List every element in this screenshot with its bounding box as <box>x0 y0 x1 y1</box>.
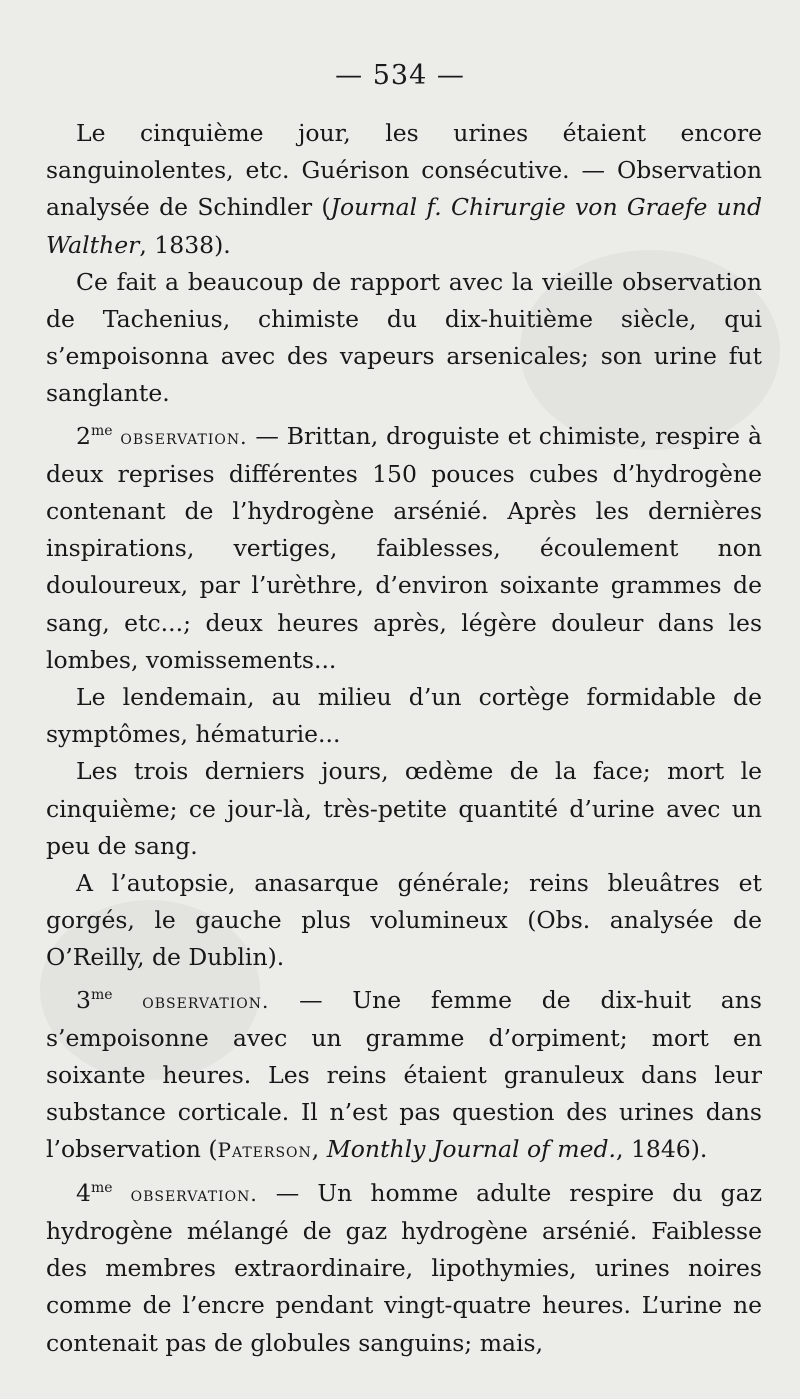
body-text <box>46 115 762 1362</box>
author-name: Paterson <box>217 1138 312 1163</box>
paragraph <box>46 753 762 865</box>
paragraph <box>46 264 762 413</box>
observation-paragraph <box>46 413 762 679</box>
paragraph-text: — Brittan, droguiste et chimiste, respire à deux reprises différentes 150 pouces cubes d’hydrogène contenant de l’hydrogène arsénié. Après les dernières inspirations, vertiges, faiblesses, écoulement non douloureux, par l’urèthre, d’environ soixante grammes de sang, etc...; deux heures après, légère douleur dans les lombes, vomissements... <box>46 421 762 674</box>
observation-label: observation. <box>120 424 248 449</box>
paragraph <box>46 115 762 264</box>
paragraph-text: , <box>311 1135 327 1164</box>
observation-number: $3^{me}$ <box>76 985 113 1014</box>
observation-paragraph <box>46 977 762 1170</box>
paragraph-text: , 1846). <box>616 1135 708 1164</box>
paragraph-text: A l’autopsie, anasarque générale; reins bleuâtres et gorgés, le gauche plus volumineux (Obs. analysée de O’Reilly, de Dublin). <box>46 869 762 972</box>
paragraph-text: — Un homme adulte respire du gaz hydrogène mélangé de gaz hydrogène arsénié. Faiblesse des membres extraordinaire, lipothymies, urines noires comme de l’encre pendant vingt-quatre heures. L’urine ne contenait pas de globules sanguins; mais, <box>46 1178 762 1357</box>
paragraph-text: , 1838). <box>139 230 231 259</box>
paragraph-text: Ce fait a beaucoup de rapport avec la vieille observation de Tachenius, chimiste du dix-huitième siècle, qui s’empoisonna avec des vapeurs arsenicales; son urine fut sanglante. <box>46 267 762 408</box>
journal-citation: Journal f. Chirurgie von Graefe und Walther <box>46 193 762 259</box>
paragraph <box>46 865 762 977</box>
paragraph <box>46 679 762 753</box>
observation-paragraph <box>46 1170 762 1362</box>
observation-number: $4^{me}$ <box>76 1178 113 1207</box>
paragraph-text: Les trois derniers jours, œdème de la face; mort le cinquième; ce jour-là, très-petite quantité d’urine avec un peu de sang. <box>46 757 762 860</box>
observation-number: $2^{me}$ <box>76 421 113 450</box>
observation-label: observation. <box>142 988 270 1013</box>
journal-citation: Monthly Journal of med. <box>326 1135 616 1164</box>
paragraph-text: — Une femme de dix-huit ans s’empoisonne avec un gramme d’orpiment; mort en soixante heures. Les reins étaient granuleux dans leur substance corticale. Il n’est pas question des urines dans l’observation ( <box>46 985 762 1164</box>
observation-label: observation. <box>130 1181 258 1206</box>
paragraph-text: Le cinquième jour, les urines étaient encore sanguinolentes, etc. Guérison consécutive. — Observation analysée de Schindler ( <box>46 119 762 222</box>
paragraph-text: Le lendemain, au milieu d’un cortège formidable de symptômes, hématurie... <box>46 683 762 749</box>
page-number: — 534 — <box>335 60 465 91</box>
